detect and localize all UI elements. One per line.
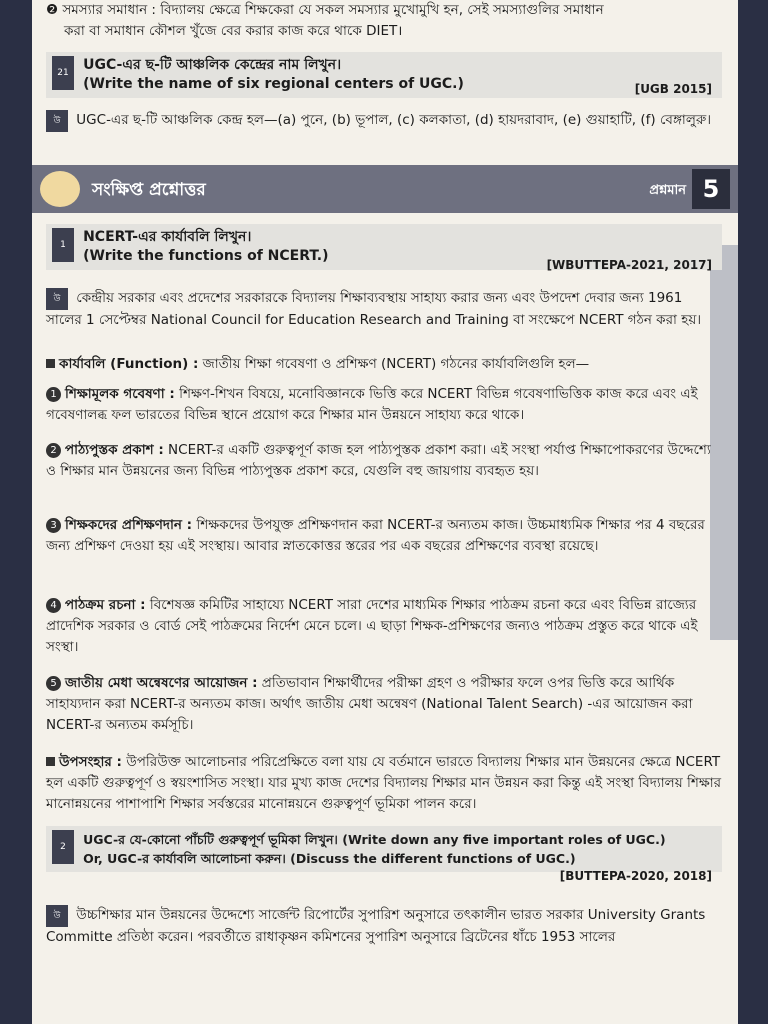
question-2-line-1: UGC-র যে-কোনো পাঁচটি গুরুত্বপূর্ণ ভূমিকা লিখুন। (Write down any five important roles of UGC.) bbox=[83, 832, 666, 847]
top-line-1: ❷ সমস্যার সমাধান : বিদ্যালয় ক্ষেত্রে শিক্ষকেরা যে সকল সমস্যার মুখোমুখি হন, সেই সমস্যাগুলির সমাধান bbox=[46, 2, 604, 18]
question-21-title-bn: UGC-এর ছ-টি আঞ্চলিক কেন্দ্রের নাম লিখুন। bbox=[83, 57, 342, 73]
question-badge: 2 bbox=[52, 830, 74, 864]
point-2-text: NCERT-র একটি গুরুত্বপূর্ণ কাজ হল পাঠ্যপুস্তক প্রকাশ করা। এই সংস্থা পর্যাপ্ত শিক্ষাপোকরণের উদ্দেশ্যে ও শিক্ষার মান উন্নয়নের জন্য বিভিন্ন পাঠ্যপুস্তক প্রকাশ করে, যেগুলি বহু জায়গায় ব্যবহৃত হয়। bbox=[46, 442, 711, 479]
point-2-head: পাঠ্যপুস্তক প্রকাশ : bbox=[65, 442, 164, 458]
answer-icon: উ bbox=[46, 110, 68, 132]
marks-value: 5 bbox=[692, 169, 730, 209]
answer-1-intro-text: কেন্দ্রীয় সরকার এবং প্রদেশের সরকারকে বিদ্যালয় শিক্ষাব্যবস্থায় সাহায্য করার জন্য এবং উপদেশ দেবার জন্য 1961 সালের 1 সেপ্টেম্বর National Council for Education Research and Training বা সংক্ষেপে NCERT গঠন করা হয়। bbox=[46, 290, 702, 328]
question-21 bbox=[46, 52, 722, 98]
point-4-head: পাঠক্রম রচনা : bbox=[65, 597, 146, 613]
question-21-title-en: (Write the name of six regional centers of UGC.) bbox=[83, 76, 464, 92]
section-icon bbox=[40, 171, 80, 207]
number-circle-icon: 2 bbox=[46, 443, 61, 458]
section-banner bbox=[32, 165, 738, 213]
functions-head: কার্যাবলি (Function) : bbox=[59, 356, 199, 372]
point-5 bbox=[46, 673, 722, 736]
functions-heading bbox=[46, 354, 722, 375]
number-circle-icon: 5 bbox=[46, 676, 61, 691]
book-page bbox=[32, 0, 738, 1024]
marks-label: প্রশ্নমান bbox=[649, 183, 686, 198]
question-21-ref: [UGB 2015] bbox=[634, 82, 712, 96]
section-title: সংক্ষিপ্ত প্রশ্নোত্তর bbox=[92, 180, 206, 200]
answer-icon: উ bbox=[46, 905, 68, 927]
point-1-text: শিক্ষণ-শিখন বিষয়ে, মনোবিজ্ঞানকে ভিত্তি করে NCERT বিভিন্ন গবেষণাভিত্তিক কাজ করে এবং এই গবেষণালব্ধ ফল ভারতের বিভিন্ন স্থানে প্রয়োগ করে শিক্ষার মান উন্নয়নে সাহায্য করে থাকে। bbox=[46, 386, 698, 423]
answer-21 bbox=[46, 110, 722, 132]
answer-21-text: UGC-এর ছ-টি আঞ্চলিক কেন্দ্র হল—(a) পুনে, (b) ভূপাল, (c) কলকাতা, (d) হায়দরাবাদ, (e) গুয়াহাটি, (f) বেঙ্গালুরু। bbox=[76, 112, 712, 128]
answer-2-text: উচ্চশিক্ষার মান উন্নয়নের উদ্দেশ্যে সার্জেন্ট রিপোর্টের সুপারিশ অনুসারে তৎকালীন ভারত সরকার University Grants Committe প্রতিষ্ঠা করেন। পরবর্তীতে রাধাকৃষ্ণন কমিশনের সুপারিশ অনুসারে ব্রিটেনের ধাঁচে 1953 সালের bbox=[46, 907, 706, 945]
answer-2 bbox=[46, 905, 722, 948]
question-2-ref: [BUTTEPA-2020, 2018] bbox=[559, 869, 712, 883]
point-5-head: জাতীয় মেধা অন্বেষণের আয়োজন : bbox=[65, 675, 258, 691]
point-1-head: শিক্ষামূলক গবেষণা : bbox=[65, 386, 175, 402]
answer-1-intro bbox=[46, 288, 722, 331]
square-bullet-icon bbox=[46, 757, 55, 766]
point-5-text: প্রতিভাবান শিক্ষার্থীদের পরীক্ষা গ্রহণ ও পরীক্ষার ফলে ওপর ভিত্তি করে আর্থিক সাহায্যদান করা NCERT-র অন্যতম কাজ। অর্থাৎ জাতীয় মেধা অন্বেষণ (National Talent Search) -এর আয়োজন করা NCERT-র অন্যতম কর্মসূচি। bbox=[46, 675, 693, 733]
question-1 bbox=[46, 224, 722, 270]
question-2-line-2: Or, UGC-র কার্যাবলি আলোচনা করুন। (Discuss the different functions of UGC.) bbox=[83, 851, 576, 866]
number-circle-icon: 3 bbox=[46, 518, 61, 533]
point-3-text: শিক্ষকদের উপযুক্ত প্রশিক্ষণদান করা NCERT-র অন্যতম কাজ। উচ্চমাধ্যমিক শিক্ষার পর 4 বছরের জন্য প্রশিক্ষণ দেওয়া হয় এই সংস্থায়। আবার স্নাতকোত্তর স্তরের পর এক বছরের প্রশিক্ষণের ব্যবস্থা রয়েছে। bbox=[46, 517, 705, 554]
conclusion-text: উপরিউক্ত আলোচনার পরিপ্রেক্ষিতে বলা যায় যে বর্তমানে ভারতে বিদ্যালয় শিক্ষার মান উন্নয়নের ক্ষেত্রে NCERT হল একটি গুরুত্বপূর্ণ ও স্বয়ংশাসিত সংস্থা। যার মুখ্য কাজ দেশের বিদ্যালয় শিক্ষার মান উন্নয়ন করা কিন্তু এই সংস্থা বিদ্যালয় শিক্ষার মানোন্নয়নের পাশাপাশি শিক্ষার সর্বস্তরের মানোন্নয়নে গুরুত্বপূর্ণ ভূমিকা পালন করে। bbox=[46, 754, 722, 812]
question-badge: 21 bbox=[52, 56, 74, 90]
functions-text: জাতীয় শিক্ষা গবেষণা ও প্রশিক্ষণ (NCERT) গঠনের কার্যাবলিগুলি হল— bbox=[198, 356, 590, 372]
question-21-title bbox=[83, 56, 683, 94]
question-badge: 1 bbox=[52, 228, 74, 262]
top-line-2: করা বা সমাধান কৌশল খুঁজে বের করার কাজ করে থাকে DIET। bbox=[64, 23, 403, 39]
conclusion bbox=[46, 752, 722, 815]
top-text bbox=[46, 0, 722, 42]
point-4 bbox=[46, 595, 722, 658]
point-4-text: বিশেষজ্ঞ কমিটির সাহায্যে NCERT সারা দেশের মাধ্যমিক শিক্ষার পাঠক্রম রচনা করে এবং বিভিন্ন রাজ্যের প্রাদেশিক সরকার ও বোর্ড সেই পাঠক্রমের নির্দেশ মেনে চলে। এ ছাড়া শিক্ষক-প্রশিক্ষণের জন্যও পাঠক্রম প্রস্তুত করে থাকে এই সংস্থা। bbox=[46, 597, 698, 655]
point-3 bbox=[46, 515, 722, 557]
question-2 bbox=[46, 826, 722, 883]
point-1 bbox=[46, 384, 722, 426]
point-3-head: শিক্ষকদের প্রশিক্ষণদান : bbox=[65, 517, 193, 533]
square-bullet-icon bbox=[46, 359, 55, 368]
question-2-title bbox=[83, 830, 713, 868]
number-circle-icon: 1 bbox=[46, 387, 61, 402]
question-1-ref: [WBUTTEPA-2021, 2017] bbox=[546, 258, 712, 272]
number-circle-icon: 4 bbox=[46, 598, 61, 613]
conclusion-head: উপসংহার : bbox=[59, 754, 122, 770]
answer-icon: উ bbox=[46, 288, 68, 310]
question-1-title-en: (Write the functions of NCERT.) bbox=[83, 248, 329, 264]
point-2 bbox=[46, 440, 722, 482]
question-1-title-bn: NCERT-এর কার্যাবলি লিখুন। bbox=[83, 229, 252, 245]
